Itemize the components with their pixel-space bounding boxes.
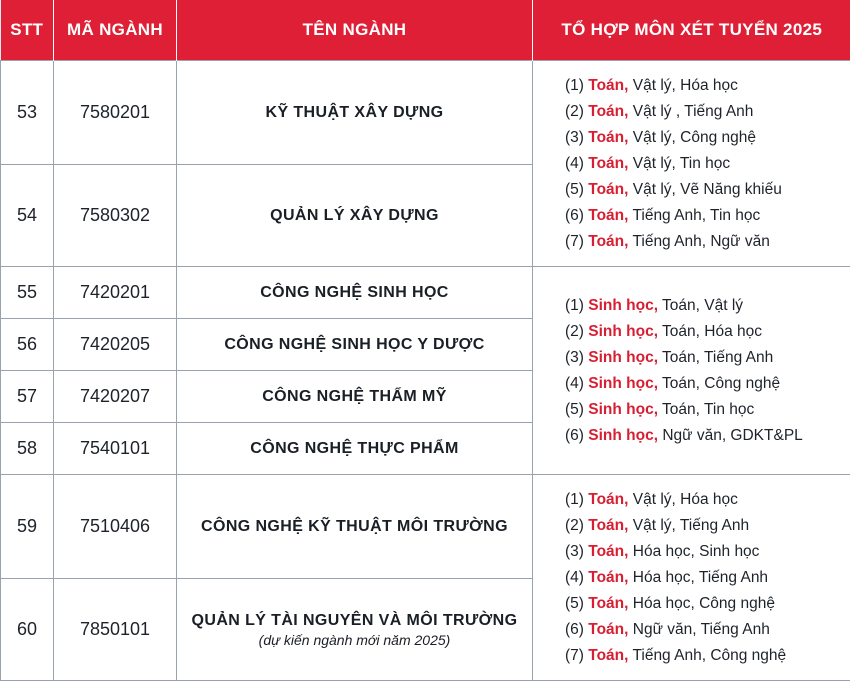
table-body (1, 61, 850, 681)
combo-key-subject: Sinh học, (588, 427, 658, 444)
combo-key-subject: Toán, (588, 155, 628, 172)
combo-number: (7) (565, 647, 584, 664)
combo-other-subjects: Hóa học, Công nghệ (633, 595, 775, 612)
combo-other-subjects: Vật lý, Công nghệ (633, 129, 756, 146)
combo-number: (3) (565, 129, 584, 146)
code-cell: 7420201 (54, 267, 177, 319)
combo-other-subjects: Toán, Vật lý (662, 297, 743, 314)
table-row (1, 61, 850, 165)
combo-group-cell (533, 61, 850, 267)
combo-key-subject: Sinh học, (588, 349, 658, 366)
combo-number: (2) (565, 103, 584, 120)
combo-key-subject: Toán, (588, 621, 628, 638)
combo-key-subject: Toán, (588, 181, 628, 198)
code-cell: 7850101 (54, 579, 177, 681)
combo-other-subjects: Toán, Tiếng Anh (662, 349, 773, 366)
combo-key-subject: Toán, (588, 647, 628, 664)
combo-number: (6) (565, 621, 584, 638)
combo-other-subjects: Toán, Công nghệ (662, 375, 780, 392)
combo-number: (4) (565, 155, 584, 172)
combo-line (565, 177, 850, 203)
combo-other-subjects: Ngữ văn, Tiếng Anh (633, 621, 770, 638)
major-cell: CÔNG NGHỆ THẨM MỸ (177, 371, 533, 423)
combo-other-subjects: Hóa học, Tiếng Anh (633, 569, 768, 586)
combo-other-subjects: Ngữ văn, GDKT&PL (662, 427, 802, 444)
combo-line (565, 293, 850, 319)
combo-other-subjects: Tiếng Anh, Công nghệ (632, 647, 786, 664)
combo-key-subject: Sinh học, (588, 297, 658, 314)
stt-cell: 57 (1, 371, 54, 423)
combo-line (565, 591, 850, 617)
combo-key-subject: Toán, (588, 77, 628, 94)
combo-line (565, 319, 850, 345)
code-cell: 7580201 (54, 61, 177, 165)
combo-number: (5) (565, 181, 584, 198)
combo-group-cell (533, 475, 850, 681)
combo-key-subject: Sinh học, (588, 375, 658, 392)
table-row (1, 267, 850, 319)
combo-line (565, 345, 850, 371)
combo-key-subject: Toán, (588, 491, 628, 508)
major-cell: CÔNG NGHỆ SINH HỌC (177, 267, 533, 319)
combo-line (565, 617, 850, 643)
combo-key-subject: Toán, (588, 233, 628, 250)
combo-other-subjects: Vật lý, Tiếng Anh (633, 517, 749, 534)
combo-other-subjects: Tiếng Anh, Ngữ văn (632, 233, 769, 250)
code-cell: 7420205 (54, 319, 177, 371)
combo-number: (1) (565, 297, 584, 314)
major-name: QUẢN LÝ TÀI NGUYÊN VÀ MÔI TRƯỜNG (192, 612, 518, 629)
combo-key-subject: Toán, (588, 103, 628, 120)
combo-group-cell (533, 267, 850, 475)
combo-number: (1) (565, 77, 584, 94)
combo-line (565, 229, 850, 255)
combo-other-subjects: Vật lý , Tiếng Anh (633, 103, 754, 120)
combo-other-subjects: Toán, Hóa học (662, 323, 762, 340)
combo-line (565, 203, 850, 229)
combo-line (565, 371, 850, 397)
combo-line (565, 539, 850, 565)
combo-number: (3) (565, 543, 584, 560)
combo-key-subject: Toán, (588, 543, 628, 560)
code-cell: 7510406 (54, 475, 177, 579)
combo-number: (4) (565, 569, 584, 586)
combo-key-subject: Toán, (588, 517, 628, 534)
combo-key-subject: Toán, (588, 595, 628, 612)
stt-cell: 55 (1, 267, 54, 319)
stt-cell: 60 (1, 579, 54, 681)
combo-line (565, 125, 850, 151)
combo-other-subjects: Vật lý, Hóa học (633, 491, 738, 508)
table-row (1, 475, 850, 579)
combo-other-subjects: Tiếng Anh, Tin học (632, 207, 760, 224)
stt-cell: 54 (1, 165, 54, 267)
major-cell (177, 579, 533, 681)
stt-cell: 58 (1, 423, 54, 475)
combo-other-subjects: Vật lý, Hóa học (633, 77, 738, 94)
combo-line (565, 99, 850, 125)
combo-number: (1) (565, 491, 584, 508)
major-cell: CÔNG NGHỆ THỰC PHẨM (177, 423, 533, 475)
table-header (1, 0, 850, 61)
combo-line (565, 565, 850, 591)
combo-other-subjects: Vật lý, Tin học (633, 155, 730, 172)
combo-number: (2) (565, 517, 584, 534)
major-cell: CÔNG NGHỆ SINH HỌC Y DƯỢC (177, 319, 533, 371)
header-code: MÃ NGÀNH (54, 0, 177, 61)
combo-number: (6) (565, 207, 584, 224)
combo-key-subject: Sinh học, (588, 323, 658, 340)
stt-cell: 53 (1, 61, 54, 165)
combo-line (565, 643, 850, 669)
major-cell: QUẢN LÝ XÂY DỰNG (177, 165, 533, 267)
combo-key-subject: Toán, (588, 569, 628, 586)
combo-key-subject: Toán, (588, 207, 628, 224)
combo-line (565, 423, 850, 449)
stt-cell: 56 (1, 319, 54, 371)
major-cell: KỸ THUẬT XÂY DỰNG (177, 61, 533, 165)
combo-number: (6) (565, 427, 584, 444)
combo-key-subject: Toán, (588, 129, 628, 146)
combo-line (565, 73, 850, 99)
combo-key-subject: Sinh học, (588, 401, 658, 418)
combo-number: (3) (565, 349, 584, 366)
code-cell: 7580302 (54, 165, 177, 267)
combo-other-subjects: Toán, Tin học (662, 401, 754, 418)
header-major: TÊN NGÀNH (177, 0, 533, 61)
combo-number: (4) (565, 375, 584, 392)
combo-number: (5) (565, 401, 584, 418)
code-cell: 7420207 (54, 371, 177, 423)
combo-number: (7) (565, 233, 584, 250)
combo-line (565, 487, 850, 513)
combo-other-subjects: Hóa học, Sinh học (633, 543, 760, 560)
combo-number: (2) (565, 323, 584, 340)
header-stt: STT (1, 0, 54, 61)
combo-number: (5) (565, 595, 584, 612)
combo-line (565, 151, 850, 177)
stt-cell: 59 (1, 475, 54, 579)
combo-other-subjects: Vật lý, Vẽ Năng khiếu (633, 181, 782, 198)
major-note: (dự kiến ngành mới năm 2025) (177, 632, 532, 648)
header-combos: TỔ HỢP MÔN XÉT TUYỂN 2025 (533, 0, 850, 61)
combo-line (565, 397, 850, 423)
combo-line (565, 513, 850, 539)
major-cell: CÔNG NGHỆ KỸ THUẬT MÔI TRƯỜNG (177, 475, 533, 579)
code-cell: 7540101 (54, 423, 177, 475)
